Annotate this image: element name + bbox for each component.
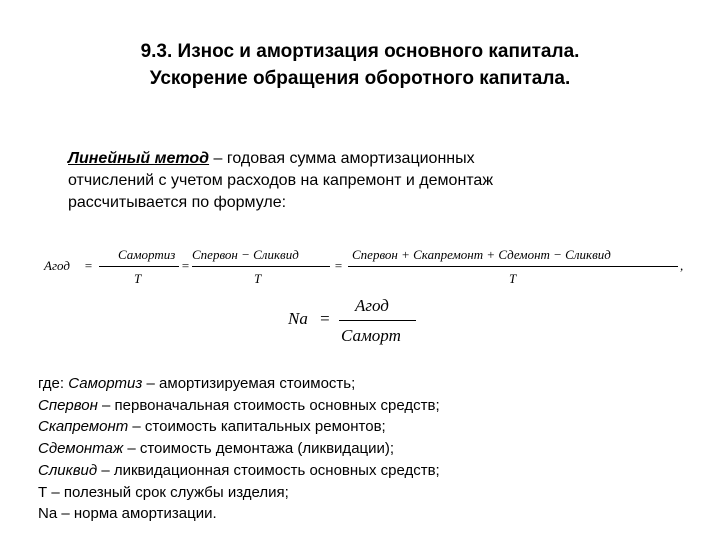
- formula-equals-1: =: [84, 258, 93, 273]
- fraction3-numerator: Спервон + Скапремонт + Сдемонт − Сликвид: [352, 247, 611, 262]
- rate-numerator: Агод: [355, 296, 389, 315]
- rate-denominator: Саморт: [341, 326, 401, 345]
- fraction3-bar: [348, 266, 678, 267]
- legend-item: Сдемонтаж – стоимость демонтажа (ликвидации);: [38, 440, 395, 458]
- intro-line-2: отчислений с учетом расходов на капремонт и демонтаж: [68, 172, 494, 189]
- title-line-1: 9.3. Износ и амортизация основного капитала.: [140, 41, 580, 62]
- intro-paragraph: [68, 148, 688, 214]
- rate-lhs: Nа: [288, 309, 308, 328]
- formula-lhs: Агод: [44, 258, 70, 273]
- fraction3-denominator: Т: [509, 271, 517, 286]
- title-line-2: Ускорение обращения оборотного капитала.: [149, 68, 571, 89]
- fraction2-numerator: Спервон − Сликвид: [192, 247, 299, 262]
- fraction2-bar: [192, 266, 330, 267]
- legend-item: где: Самортиз – амортизируемая стоимость;: [38, 375, 356, 392]
- intro-line-3: рассчитывается по формуле:: [68, 194, 287, 211]
- intro-line-1: – годовая сумма амортизационных: [209, 150, 475, 167]
- formula-equals-3: =: [334, 258, 343, 273]
- legend-list: [38, 373, 698, 525]
- legend-item: Спервон – первоначальная стоимость основных средств;: [38, 396, 440, 414]
- rate-bar: [339, 320, 416, 321]
- slide-title: [0, 38, 720, 92]
- depreciation-formula: [44, 247, 694, 293]
- legend-item: Сликвид – ликвидационная стоимость основных средств;: [38, 461, 440, 479]
- legend-item: Т – полезный срок службы изделия;: [38, 483, 289, 501]
- fraction1-denominator: Т: [134, 271, 142, 286]
- formula-comma: ,: [680, 258, 684, 273]
- legend-item: Nа – норма амортизации.: [38, 505, 217, 523]
- fraction1-numerator: Самортиз: [118, 247, 176, 262]
- method-term: Линейный метод: [68, 150, 210, 167]
- fraction1-bar: [99, 266, 179, 267]
- rate-equals: =: [319, 309, 331, 328]
- rate-formula: [288, 296, 428, 350]
- formula-equals-2: =: [181, 258, 190, 273]
- legend-item: Скапремонт – стоимость капитальных ремонтов;: [38, 418, 386, 436]
- fraction2-denominator: Т: [254, 271, 262, 286]
